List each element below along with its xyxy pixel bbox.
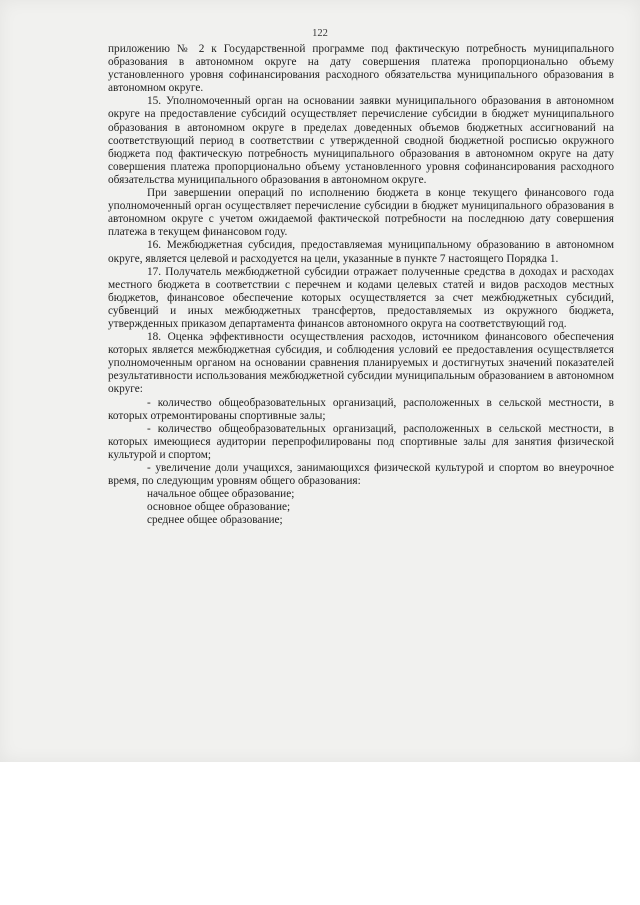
paragraph-18: 18. Оценка эффективности осуществления расходов, источником финансового обеспечения которых является межбюджетная субсидия, и соблюдения условий ее предоставления осуществляется уполномоченным органом на основании сравнения планируемых и достигнутых значений показателей результативности использования межбюджетной субсидии муниципальным образованием в автономном округе: [108,331,614,396]
paragraph-15-completion: При завершении операций по исполнению бюджета в конце текущего финансового года уполномоченный орган осуществляет перечисление субсидии в бюджет муниципального образования в автономном округе с учетом ожидаемой фактической потребности на последнюю дату совершения платежа в текущем финансовом году. [108,187,614,239]
paragraph-17: 17. Получатель межбюджетной субсидии отражает полученные средства в доходах и расходах местного бюджета в соответствии с перечнем и кодами целевых статей и видов расходов местных бюджетов, финансовое обеспечение которых осуществляется за счет межбюджетных субсидий, субвенций и иных межбюджетных трансфертов, предоставляемых из окружного бюджета, утвержденных приказом департамента финансов автономного округа на соответствующий год. [108,265,614,330]
indicator-item: - увеличение доли учащихся, занимающихся физической культурой и спортом во внеурочное время, по следующим уровням общего образования: [108,462,614,488]
education-level-item: среднее общее образование; [147,514,283,527]
blank-margin [0,762,640,905]
indicator-item: - количество общеобразовательных организаций, расположенных в сельской местности, в которых имеющиеся аудитории перепрофилированы под спортивные залы для занятия физической культурой и спортом; [108,422,614,461]
paragraph-15: 15. Уполномоченный орган на основании заявки муниципального образования в автономном округе на предоставление субсидий осуществляет перечисление субсидии в бюджет муниципального образования в автономном округе в пределах доведенных объемов бюджетных ассигнований на соответствующий период в соответствии с утвержденной сводной бюджетной росписью окружного бюджета под фактическую потребность муниципального образования в автономном округе на дату совершения платежа пропорционально объему установленного уровня софинансирования расходного обязательства муниципального образования в автономном округе. [108,95,614,186]
indicator-item: - количество общеобразовательных организаций, расположенных в сельской местности, в которых отремонтированы спортивные залы; [108,396,614,422]
education-level-item: начальное общее образование; [147,488,295,501]
paragraph-continuation: приложению № 2 к Государственной программе под фактическую потребность муниципального образования в автономном округе на дату совершения платежа пропорционально объему установленного уровня софинансирования расходного обязательства муниципального образования в автономном округе. [108,43,614,95]
document-body [108,43,614,527]
paragraph-16: 16. Межбюджетная субсидия, предоставляемая муниципальному образованию в автономном округе, является целевой и расходуется на цели, указанные в пункте 7 настоящего Порядка 1. [108,239,614,265]
page-number: 122 [312,28,328,39]
education-level-item: основное общее образование; [147,501,291,514]
